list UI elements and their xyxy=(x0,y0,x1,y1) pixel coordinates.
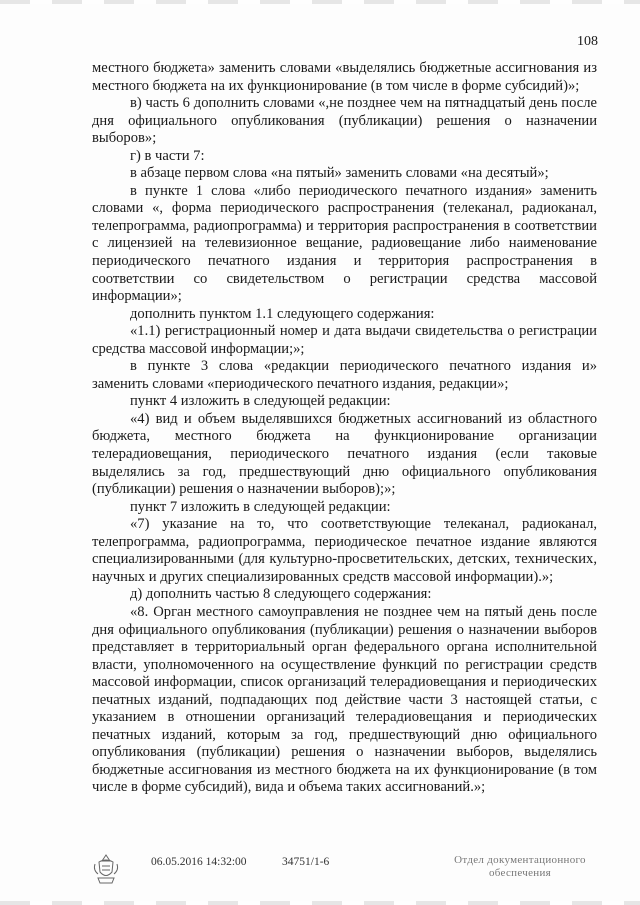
paragraph: «4) вид и объем выделявшихся бюджетных ассигнований из областного бюджета, местного бюджета на функционирование организации телерадиовещания, периодического печатного издания (если таковые выделялись за год, предшествующий дню официального опубликования (публикации) решения о назначении выборов);»; xyxy=(92,410,597,498)
paragraph: «1.1) регистрационный номер и дата выдачи свидетельства о регистрации средства массовой информации;»; xyxy=(92,323,597,357)
paragraph: в пункте 1 слова «либо периодического печатного издания» заменить словами «, форма периодического распространения (телеканал, радиоканал, телепрограмма, радиопрограмма) и территория распространения в соответствии с лицензией на телевизионное вещание, радиовещание либо наименование периодического печатного издания и территория распространения в соответствии со свидетельством о регистрации средства массовой информации»; xyxy=(92,182,597,305)
paragraph: «8. Орган местного самоуправления не позднее чем на пятый день после дня официального опубликования (публикации) решения о назначении выборов представляет в территориальный орган федерального органа исполнительной власти, уполномоченного на осуществление функций по регистрации средств массовой информации, список организаций телерадиовещания и периодических печатных изданий, подпадающих под действие части 3 настоящей статьи, с указанием в отношении организаций телерадиовещания и периодических печатных изданий, которым за год, предшествующий дню официального опубликования (публикации) решения о назначении выборов, выделялись бюджетные ассигнования из местного бюджета на их функционирование (в том числе в форме субсидий), вида и объема таких ассигнований.»; xyxy=(92,603,597,796)
paragraph: дополнить пунктом 1.1 следующего содержания: xyxy=(130,305,435,322)
paragraph: в) часть 6 дополнить словами «,не позднее чем на пятнадцатый день после дня официального опубликования (публикации) решения о назначении выборов»; xyxy=(92,95,597,147)
stamp-line: Отдел документационного xyxy=(454,854,586,866)
stamp-line: обеспечения xyxy=(488,867,552,879)
paragraph: г) в части 7: xyxy=(130,147,205,164)
footer-document-code: 34751/1-6 xyxy=(282,856,330,868)
paragraph: пункт 4 изложить в следующей редакции: xyxy=(130,393,391,410)
paragraph: пункт 7 изложить в следующей редакции: xyxy=(130,498,391,515)
footer-datetime: 06.05.2016 14:32:00 xyxy=(151,856,247,868)
document-body xyxy=(92,60,597,797)
page-number: 108 xyxy=(577,34,598,49)
department-stamp xyxy=(440,854,600,880)
paragraph: местного бюджета» заменить словами «выделялись бюджетные ассигнования из местного бюджета на их функционирование (в том числе в форме субсидий)»; xyxy=(92,60,597,94)
paragraph: в пункте 3 слова «редакции периодического печатного издания и» заменить словами «периодического печатного издания, редакции»; xyxy=(92,358,597,392)
scan-edge-bottom xyxy=(0,901,640,905)
coat-of-arms-icon xyxy=(90,852,122,886)
paragraph: «7) указание на то, что соответствующие телеканал, радиоканал, телепрограмма, радиопрограмма, периодическое печатное издание являются специализированными (для культурно-просветительских, детских, технических, научных и других специализированных средств массовой информации).»; xyxy=(92,516,597,585)
paragraph: д) дополнить частью 8 следующего содержания: xyxy=(130,586,432,603)
paragraph: в абзаце первом слова «на пятый» заменить словами «на десятый»; xyxy=(130,165,549,182)
scan-edge-top xyxy=(0,0,640,4)
